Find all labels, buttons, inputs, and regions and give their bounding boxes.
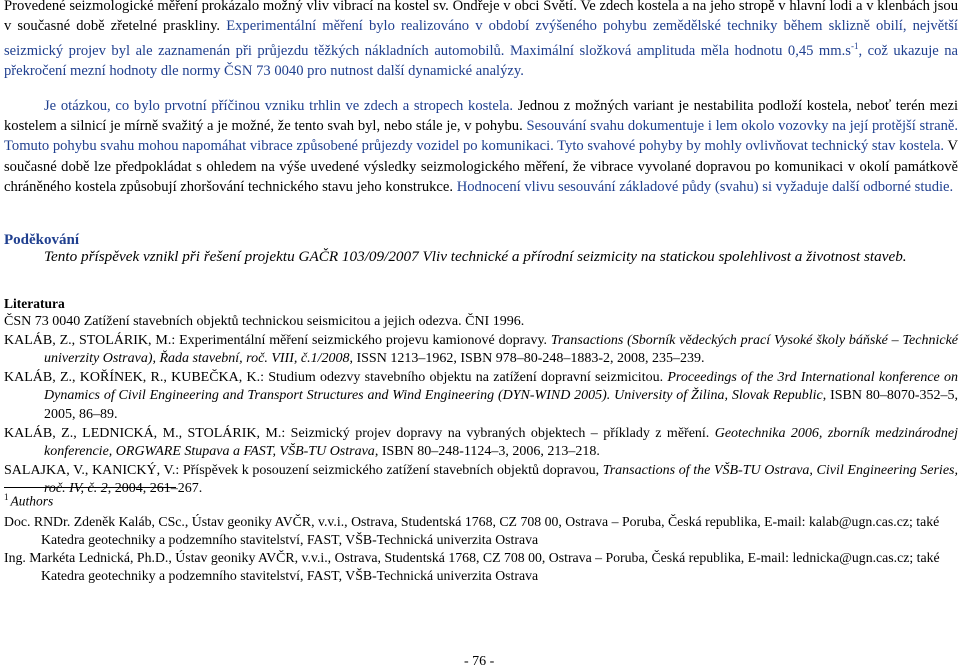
paragraph-text-run: , což ukazuje na překročení mezní hodnoty dle normy ČSN 73 0040 pro nutnost další dynamické analýzy. (4, 43, 959, 80)
reference-text: , 2004, 261–267. (107, 481, 203, 497)
footnote-separator (4, 487, 176, 488)
reference-text: , ISSN 1213–1962, ISBN 978–80-248–1883-2, 2008, 235–239. (349, 351, 705, 367)
paragraph-text-run: Experimentální měření bylo realizováno v období zvýšeného pohybu zemědělské techniky během sklizně obilí, největší seizmický projev byl ale zaznamenán při průjezdu těžkých nákladních automobilů. Maximální složková amplituda měla hodnotu 0,45 mm.s (4, 18, 958, 60)
reference-item (4, 332, 958, 369)
acknowledgement-text: Tento příspěvek vznikl při řešení projektu GAČR 103/09/2007 Vliv technické a přírodní seizmicity na statickou spolehlivost a životnost staveb. (44, 248, 907, 265)
reference-item (4, 313, 958, 332)
reference-text: ČSN 73 0040 Zatížení stavebních objektů technickou seismicitou a jejich odezva. ČNI 1996. (4, 314, 525, 329)
author-entry: Doc. RNDr. Zdeněk Kaláb, CSc., Ústav geoniky AVČR, v.v.i., Ostrava, Studentská 1768, CZ 708 00, Ostrava – Poruba, Česká republika, E-mail: kalab@ugn.cas.cz; také Katedra geotechniky a podzemního stavitelství, FAST, VŠB-Technická univerzita Ostrava (4, 514, 940, 547)
author-list (4, 513, 958, 585)
reference-text: KALÁB, Z., STOLÁRIK, M.: Experimentální měření seizmického projevu kamionové dopravy. (4, 332, 551, 348)
acknowledgement-heading: Poděkování (4, 232, 80, 248)
reference-source: Transactions of the VŠB-TU Ostrava, Civil Engineering Series, roč. IV, č. 2 (44, 462, 958, 497)
paragraph-text-run: -1 (850, 41, 859, 52)
reference-item (4, 462, 958, 499)
paragraph-text-run: Sesouvání svahu dokumentuje i lem okolo vozovky na její protější straně. Tomuto pohybu svahu mohou napomáhat vibrace způsobené průjezdy vozidel po komunikaci. Tyto svahové pohyby by mohly ovlivňovat technický stav kostela. (4, 118, 958, 155)
reference-text: , ISBN 80–248-1124–3, 2006, 213–218. (374, 444, 600, 460)
reference-source: Transactions (Sborník vědeckých prací Vysoké školy báňské – Technické univerzity Ostrava), Řada stavební, roč. VIII, č.1/2008 (44, 332, 958, 367)
paragraph-text-run: Hodnocení vlivu sesouvání základové půdy (svahu) si vyžaduje další odborné studie. (456, 178, 954, 195)
author-entry: Ing. Markéta Lednická, Ph.D., Ústav geoniky AVČR, v.v.i., Ostrava, Studentská 1768, CZ 708 00, Ostrava – Poruba, Česká republika, E-mail: lednicka@ugn.cas.cz; také Katedra geotechniky a podzemního stavitelství, FAST, VŠB-Technická univerzita Ostrava (4, 550, 940, 583)
reference-item (4, 369, 958, 425)
reference-text: KALÁB, Z., KOŘÍNEK, R., KUBEČKA, K.: Studium odezvy stavebního objektu na zatížení dopravní seizmicitou. (4, 369, 668, 385)
paragraph-text-run: V současné době lze předpokládat s ohledem na výše uvedené výsledky seizmologického měření, že vibrace vyvolané dopravou po komunikaci v okolí památkově chráněného kostela způsobují zhoršování technického stavu jeho konstrukce. (4, 138, 958, 195)
reference-item (4, 425, 958, 462)
paragraph-discussion (4, 96, 958, 197)
literature-heading: Literatura (4, 296, 65, 311)
reference-text: SALAJKA, V., KANICKÝ, V.: Příspěvek k posouzení seizmického zatížení stavebních objektů dopravou, (4, 462, 603, 478)
reference-source: Proceedings of the 3rd International konference on Dynamics of Civil Engineering and Transport Structures and Wind Engineering (DYN-WIND 2005). University of Žilina, Slovak Republic (44, 369, 958, 404)
footnote-heading (4, 492, 53, 510)
footnote-title: Authors (10, 493, 54, 509)
paragraph-text-run: Je otázkou, co bylo prvotní příčinou vzniku trhlin ve zdech a stropech kostela. (44, 98, 518, 114)
reference-text: KALÁB, Z., LEDNICKÁ, M., STOLÁRIK, M.: Seizmický projev dopravy na vybraných objektech – příklady z měření. (4, 425, 715, 441)
reference-list (4, 313, 958, 499)
reference-text: , ISBN 80–8070-352–5, 2005, 86–89. (44, 388, 958, 422)
paragraph-results (4, 0, 958, 82)
page-number: - 76 - (464, 654, 495, 669)
paragraph-text-run: Jednou z možných variant je nestabilita podloží kostela, neboť terén mezi kostelem a silnicí je mírně svažitý a je možné, že tento svah byl, nebo stále je, v pohybu. (4, 98, 959, 135)
footnote-marker: 1 (4, 492, 9, 502)
reference-source: Geotechnika 2006, zborník medzinárodnej konferencie, ORGWARE Stupava a FAST, VŠB-TU Ostrava (44, 425, 958, 460)
paragraph-text-run: Provedené seizmologické měření prokázalo možný vliv vibrací na kostel sv. Ondřeje v obci Světí. Ve zdech kostela a na jeho stropě v hlavní lodi a v klenbách jsou v současné době zřetelné praskliny. (4, 0, 958, 35)
